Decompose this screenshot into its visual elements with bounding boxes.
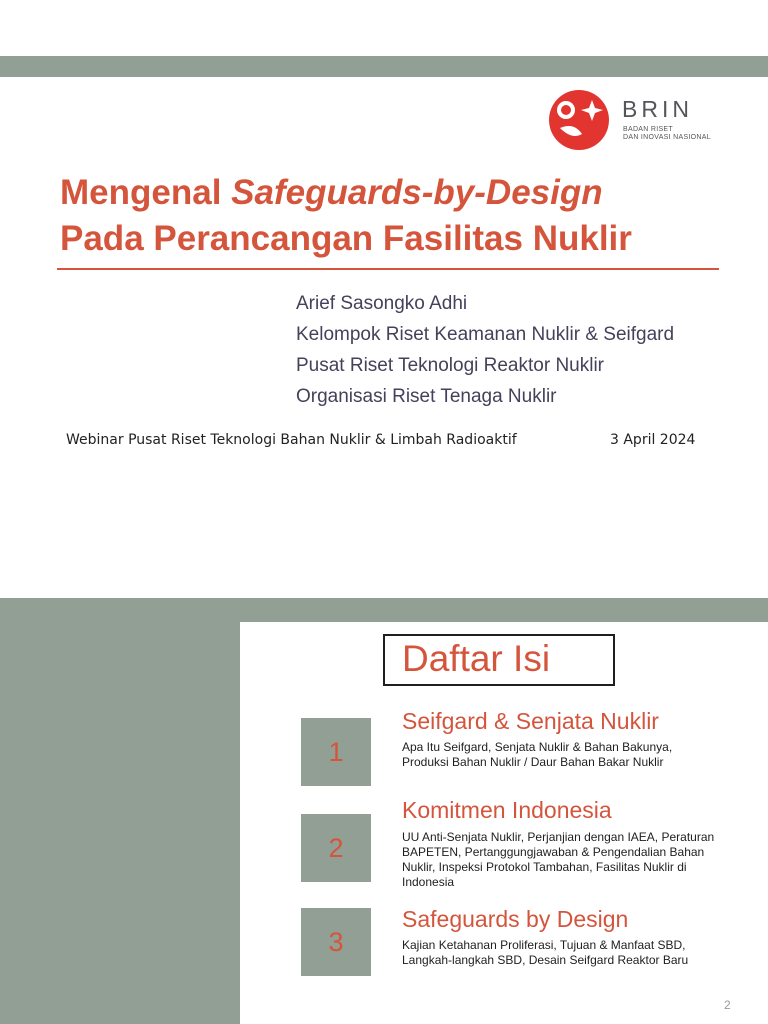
brin-emblem-icon xyxy=(546,90,616,150)
logo-subtitle: BADAN RISET DAN INOVASI NASIONAL xyxy=(623,126,711,141)
section-desc-1: Apa Itu Seifgard, Senjata Nuklir & Bahan Bakunya, Produksi Bahan Nuklir / Daur Bahan Bakar Nuklir xyxy=(402,740,673,769)
title-line2: Pada Perancangan Fasilitas Nuklir xyxy=(60,219,632,258)
section-title-1: Seifgard & Senjata Nuklir xyxy=(402,708,659,734)
section-title-2: Komitmen Indonesia xyxy=(402,797,612,823)
section-desc-2: UU Anti-Senjata Nuklir, Perjanjian dengan IAEA, Peraturan BAPETEN, Pertanggungjawaban & Pengendalian Bahan Nuklir, Inspeksi Protokol Tambahan, Fasilitas Nuklir di Indonesia xyxy=(402,830,715,889)
title-underline xyxy=(57,268,719,270)
title-italic: Safeguards-by-Design xyxy=(231,173,603,212)
logo-wordmark: BRIN xyxy=(622,96,693,122)
section-number-2: 2 xyxy=(301,814,371,882)
brin-logo xyxy=(546,90,726,150)
author-group: Kelompok Riset Keamanan Nuklir & Seifgard xyxy=(296,324,675,345)
section-number-3: 3 xyxy=(301,908,371,976)
author-center: Pusat Riset Teknologi Reaktor Nuklir xyxy=(296,355,605,376)
event-date: 3 April 2024 xyxy=(610,432,696,448)
author-name: Arief Sasongko Adhi xyxy=(296,293,468,314)
event-name: Webinar Pusat Riset Teknologi Bahan Nuklir & Limbah Radioaktif xyxy=(66,432,517,448)
author-block xyxy=(296,288,674,412)
presentation-title xyxy=(60,170,740,262)
author-org: Organisasi Riset Tenaga Nuklir xyxy=(296,386,557,407)
section-title-3: Safeguards by Design xyxy=(402,906,629,932)
page-number: 2 xyxy=(724,998,731,1012)
title-prefix: Mengenal xyxy=(60,173,232,212)
section-desc-3: Kajian Ketahanan Proliferasi, Tujuan & Manfaat SBD, Langkah-langkah SBD, Desain Seifgard Reaktor Baru xyxy=(402,938,689,967)
top-band xyxy=(0,56,768,77)
section-number-1: 1 xyxy=(301,718,371,786)
toc-heading: Daftar Isi xyxy=(402,638,551,679)
